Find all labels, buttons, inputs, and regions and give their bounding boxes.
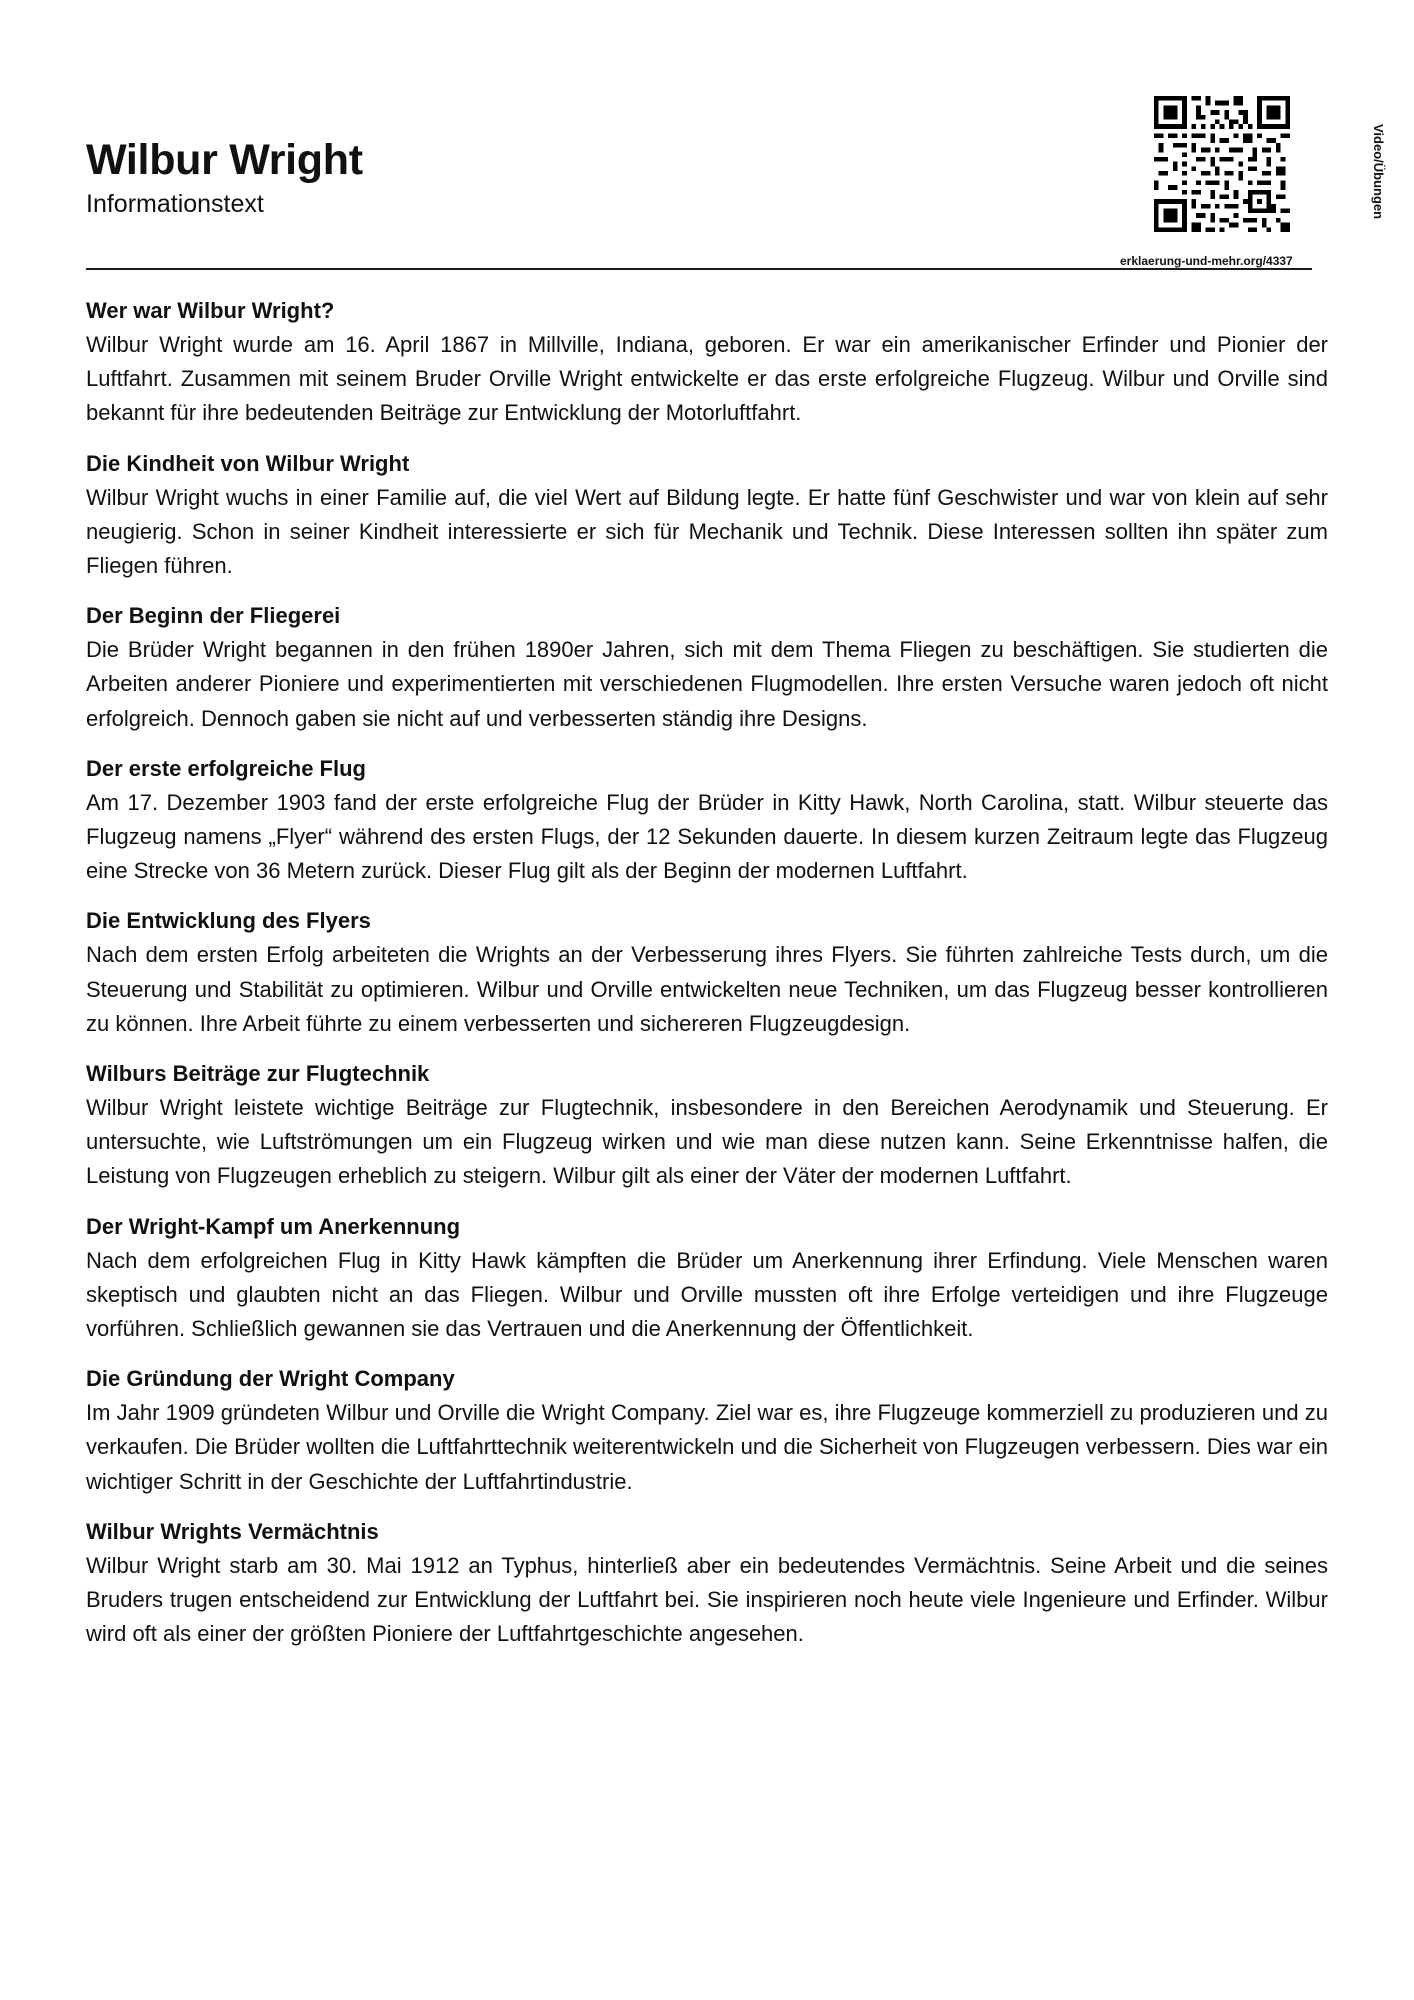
section-erster-flug <box>86 752 1328 889</box>
section-text: Am 17. Dezember 1903 fand der erste erfolgreiche Flug der Brüder in Kitty Hawk, North Carolina, statt. Wilbur steuerte das Flugzeug namens „Flyer“ während des ersten Flugs, der 12 Sekunden dauerte. In diesem kurzen Zeitraum legte das Flugzeug eine Strecke von 36 Metern zurück. Dieser Flug gilt als der Beginn der modernen Luftfahrt. <box>86 789 1328 884</box>
section-text: Im Jahr 1909 gründeten Wilbur und Orville die Wright Company. Ziel war es, ihre Flugzeuge kommerziell zu produzieren und zu verkaufen. Die Brüder wollten die Luftfahrttechnik weiterentwickeln und die Sicherheit von Flugzeugen verbessern. Dies war ein wichtiger Schritt in der Geschichte der Luftfahrtindustrie. <box>86 1400 1328 1494</box>
section-kindheit <box>86 447 1328 584</box>
section-text: Wilbur Wright leistete wichtige Beiträge zur Flugtechnik, insbesondere in den Bereichen Aerodynamik und Steuerung. Er untersuchte, wie Luftströmungen um ein Flugzeug wirken und wie man diese nutzen kann. Seine Erkenntnisse halfen, die Leistung von Flugzeugen erheblich zu steigern. Wilbur gilt als einer der Väter der modernen Luftfahrt. <box>86 1095 1328 1189</box>
section-beginn <box>86 599 1328 736</box>
header-divider <box>86 268 1312 270</box>
section-anerkennung <box>86 1210 1328 1347</box>
page-title: Wilbur Wright <box>86 136 363 184</box>
article-body <box>86 294 1328 1667</box>
video-exercises-label: Video/Übungen <box>1371 124 1386 220</box>
section-heading: Die Kindheit von Wilbur Wright <box>86 450 410 476</box>
page-subtitle: Informationstext <box>86 190 264 218</box>
section-heading: Wilbur Wrights Vermächtnis <box>86 1518 379 1544</box>
section-text: Nach dem erfolgreichen Flug in Kitty Hawk kämpften die Brüder um Anerkennung ihrer Erfindung. Viele Menschen waren skeptisch und glaubten nicht an das Fliegen. Wilbur und Orville mussten oft ihre Erfolge verteidigen und ihre Flugzeuge vorführen. Schließlich gewannen sie das Vertrauen und die Anerkennung der Öffentlichkeit. <box>86 1247 1328 1342</box>
section-wer-war <box>86 294 1328 431</box>
section-beitraege <box>86 1057 1328 1194</box>
qr-code-icon[interactable] <box>1154 96 1290 232</box>
section-heading: Die Entwicklung des Flyers <box>86 908 371 934</box>
section-heading: Die Gründung der Wright Company <box>86 1366 455 1392</box>
section-heading: Der erste erfolgreiche Flug <box>86 755 366 781</box>
section-company <box>86 1362 1328 1499</box>
section-heading: Wer war Wilbur Wright? <box>86 298 335 323</box>
section-text: Wilbur Wright starb am 30. Mai 1912 an Typhus, hinterließ aber ein bedeutendes Vermächtnis. Seine Arbeit und die seines Bruders trugen entscheidend zur Entwicklung der Luftfahrt bei. Sie inspirieren noch heute viele Ingenieure und Erfinder. Wilbur wird oft als einer der größten Pioniere der Luftfahrtgeschichte angesehen. <box>86 1552 1328 1647</box>
section-text: Nach dem ersten Erfolg arbeiteten die Wrights an der Verbesserung ihres Flyers. Sie führten zahlreiche Tests durch, um die Steuerung und Stabilität zu optimieren. Wilbur und Orville entwickelten neue Techniken, um das Flugzeug besser kontrollieren zu können. Ihre Arbeit führte zu einem verbesserten und sichereren Flugzeugdesign. <box>86 942 1328 1036</box>
source-url[interactable]: erklaerung-und-mehr.org/4337 <box>1120 254 1293 268</box>
section-heading: Wilburs Beiträge zur Flugtechnik <box>86 1061 430 1087</box>
section-text: Wilbur Wright wurde am 16. April 1867 in Millville, Indiana, geboren. Er war ein amerikanischer Erfinder und Pionier der Luftfahrt. Zusammen mit seinem Bruder Orville Wright entwickelte er das erste erfolgreiche Flugzeug. Wilbur und Orville sind bekannt für ihre bedeutenden Beiträge zur Entwicklung der Motorluftfahrt. <box>86 332 1328 426</box>
section-text: Wilbur Wright wuchs in einer Familie auf, die viel Wert auf Bildung legte. Er hatte fünf Geschwister und war von klein auf sehr neugierig. Schon in seiner Kindheit interessierte er sich für Mechanik und Technik. Diese Interessen sollten ihn später zum Fliegen führen. <box>86 484 1328 579</box>
section-text: Die Brüder Wright begannen in den frühen 1890er Jahren, sich mit dem Thema Fliegen zu beschäftigen. Sie studierten die Arbeiten anderer Pioniere und experimentierten mit verschiedenen Flugmodellen. Ihre ersten Versuche waren jedoch oft nicht erfolgreich. Dennoch gaben sie nicht auf und verbesserten ständig ihre Designs. <box>86 637 1328 731</box>
section-heading: Der Wright-Kampf um Anerkennung <box>86 1213 461 1239</box>
section-vermaechtnis <box>86 1515 1328 1652</box>
section-entwicklung <box>86 904 1328 1041</box>
section-heading: Der Beginn der Fliegerei <box>86 603 341 629</box>
header <box>86 0 1386 268</box>
